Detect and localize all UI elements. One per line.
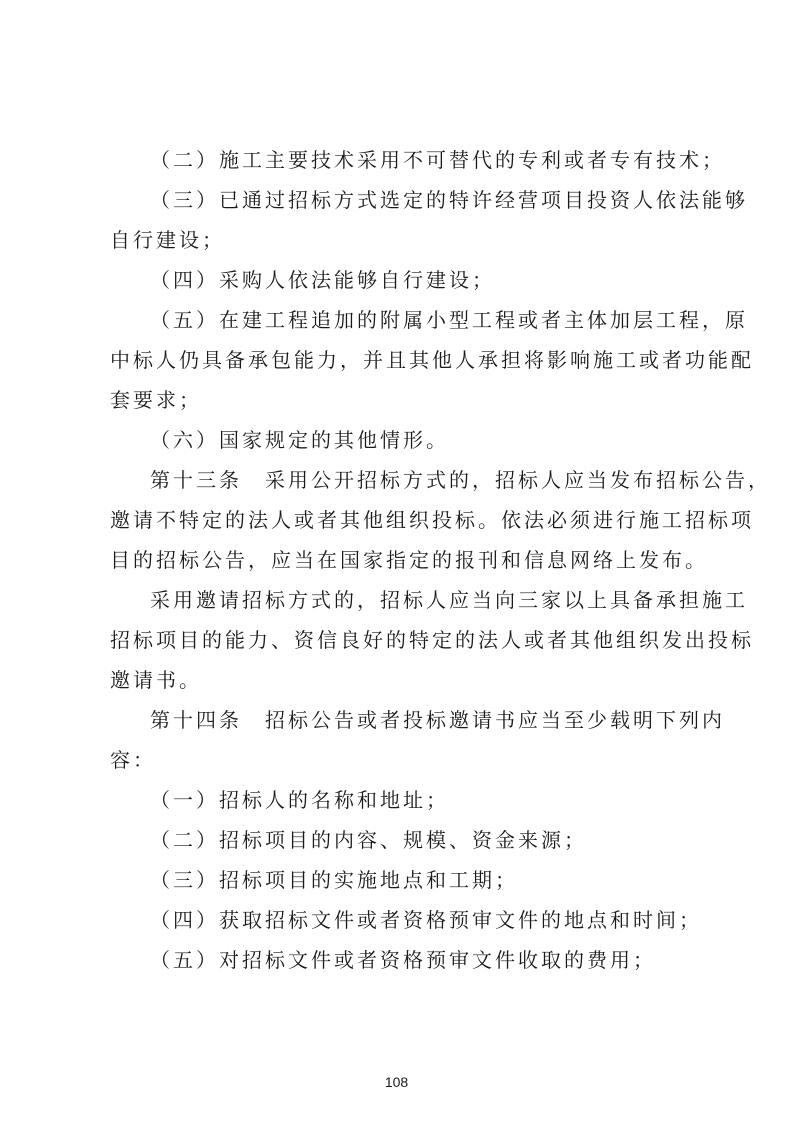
page-number: 108 (384, 1074, 409, 1090)
text-line: 目的招标公告，应当在国家指定的报刊和信息网络上发布。 (110, 548, 708, 572)
text-line: 中标人仍具备承包能力，并且其他人承担将影响施工或者功能配 (110, 348, 754, 372)
list-item: （三）招标项目的实施地点和工期； (150, 868, 518, 892)
list-item: （一）招标人的名称和地址； (150, 788, 449, 812)
text-line: 邀请不特定的法人或者其他组织投标。依法必须进行施工招标项 (110, 508, 754, 532)
text-line: （四）采购人依法能够自行建设； (150, 268, 495, 292)
article-14-heading-line: 第十四条 招标公告或者投标邀请书应当至少载明下列内 (150, 708, 725, 732)
text-line: 采用邀请招标方式的，招标人应当向三家以上具备承担施工 (150, 588, 748, 612)
list-item: （二）招标项目的内容、规模、资金来源； (150, 828, 587, 852)
text-line: （三）已通过招标方式选定的特许经营项目投资人依法能够 (150, 188, 748, 212)
text-line: （二）施工主要技术采用不可替代的专利或者专有技术； (150, 148, 725, 172)
text-line: 套要求； (110, 388, 202, 412)
document-body (110, 140, 771, 980)
text-line: （六）国家规定的其他情形。 (150, 428, 449, 452)
text-line: （五）在建工程追加的附属小型工程或者主体加层工程，原 (150, 308, 748, 332)
text-line: 邀请书。 (110, 668, 202, 692)
list-item: （四）获取招标文件或者资格预审文件的地点和时间； (150, 908, 702, 932)
list-item: （五）对招标文件或者资格预审文件收取的费用； (150, 948, 656, 972)
text-line: 招标项目的能力、资信良好的特定的法人或者其他组织发出投标 (110, 628, 754, 652)
text-line: 自行建设； (110, 228, 225, 252)
text-line: 容： (110, 748, 156, 772)
article-13-heading-line: 第十三条 采用公开招标方式的，招标人应当发布招标公告， (150, 468, 771, 492)
